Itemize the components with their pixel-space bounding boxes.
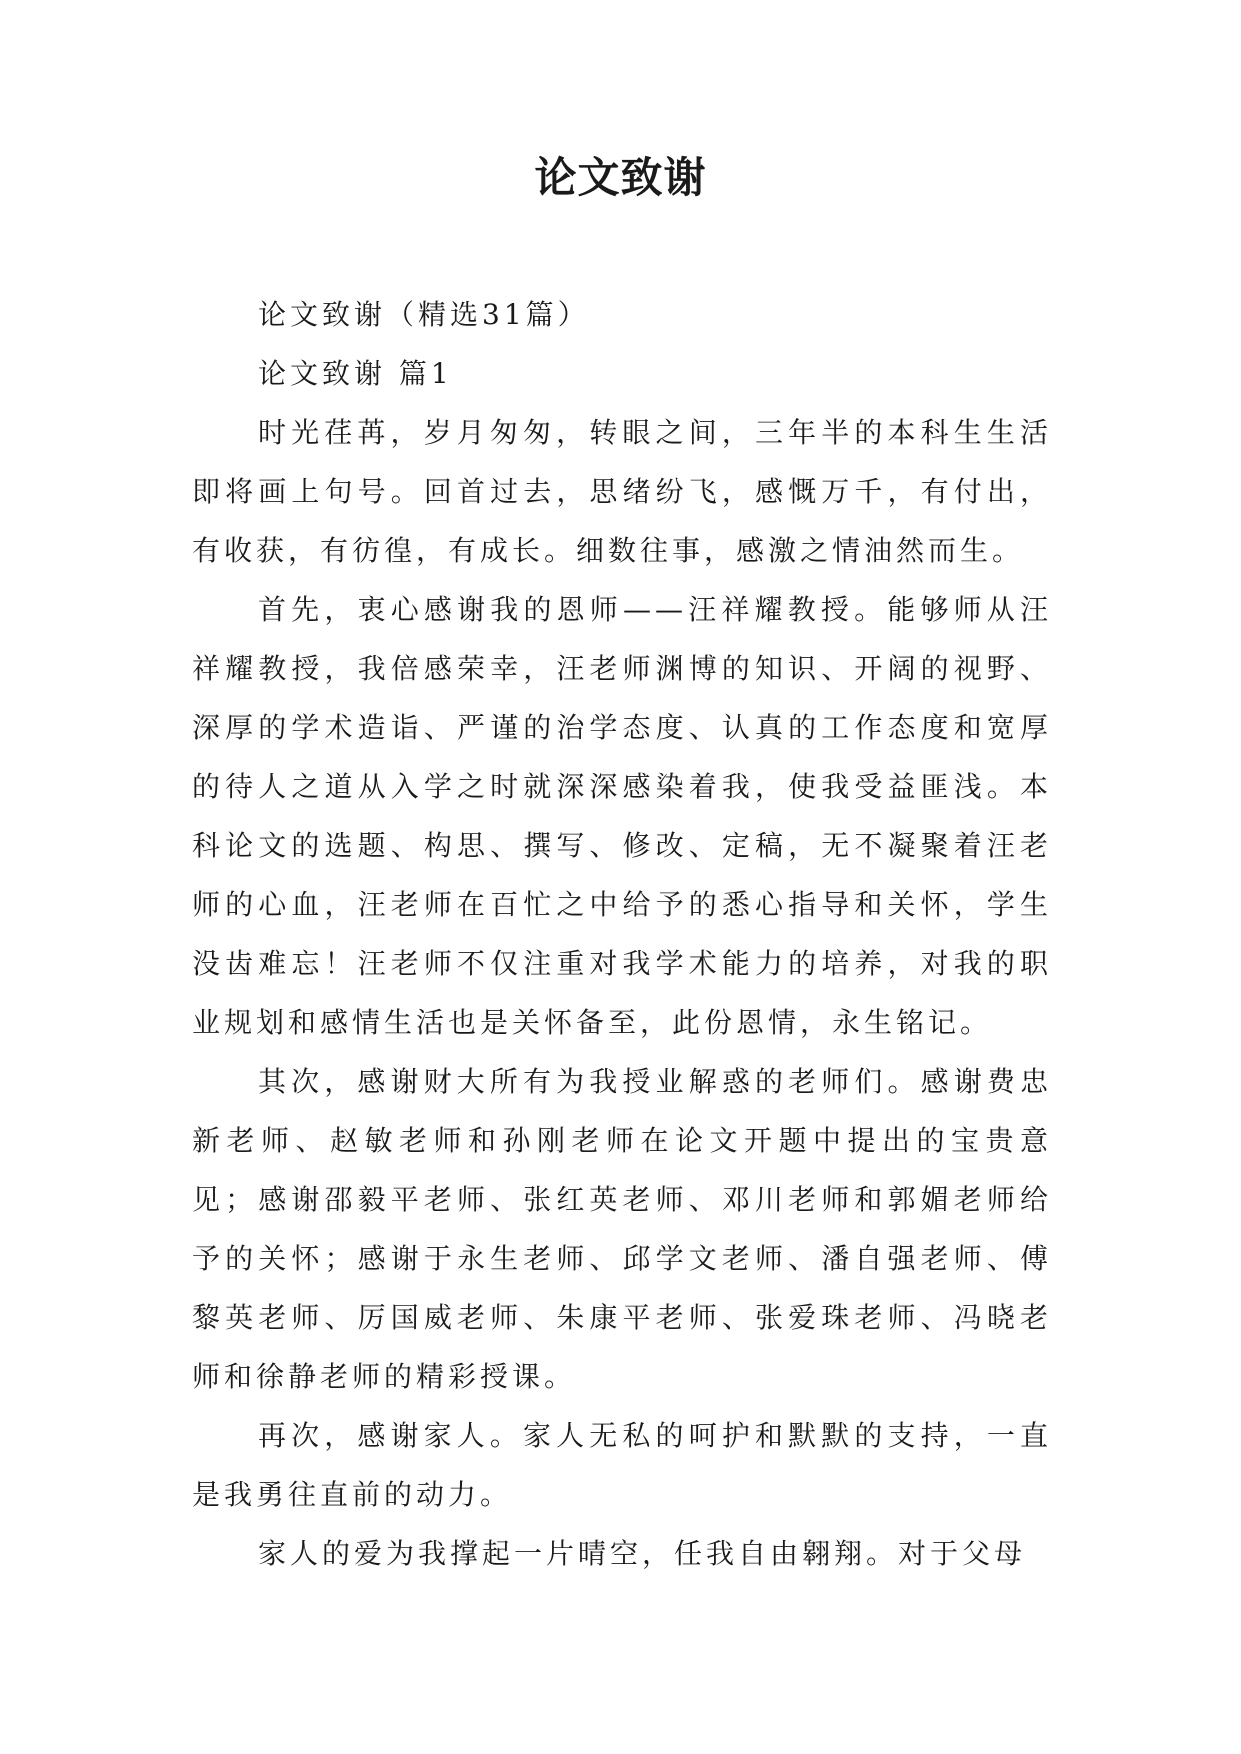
paragraph-section-heading: 论文致谢 篇1 xyxy=(258,357,453,390)
document-body xyxy=(192,285,1052,1583)
document-title: 论文致谢 xyxy=(534,153,707,202)
paragraph: 其次，感谢财大所有为我授业解惑的老师们。感谢费忠新老师、赵敏老师和孙刚老师在论文开题中提出的宝贵意见；感谢邵毅平老师、张红英老师、邓川老师和郭媚老师给予的关怀；感谢于永生老师、邱学文老师、潘自强老师、傅黎英老师、厉国威老师、朱康平老师、张爱珠老师、冯晓老师和徐静老师的精彩授课。 xyxy=(192,1065,1052,1393)
paragraph: 家人的爱为我撑起一片晴空，任我自由翱翔。对于父母 xyxy=(258,1537,1027,1570)
paragraph: 再次，感谢家人。家人无私的呵护和默默的支持，一直是我勇往直前的动力。 xyxy=(192,1419,1052,1511)
paragraph: 时光荏苒，岁月匆匆，转眼之间，三年半的本科生生活即将画上句号。回首过去，思绪纷飞，感慨万千，有付出，有收获，有彷徨，有成长。细数往事，感激之情油然而生。 xyxy=(192,416,1052,567)
paragraph: 首先，衷心感谢我的恩师——汪祥耀教授。能够师从汪祥耀教授，我倍感荣幸，汪老师渊博的知识、开阔的视野、深厚的学术造诣、严谨的治学态度、认真的工作态度和宽厚的待人之道从入学之时就深深感染着我，使我受益匪浅。本科论文的选题、构思、撰写、修改、定稿，无不凝聚着汪老师的心血，汪老师在百忙之中给予的悉心指导和关怀，学生没齿难忘！汪老师不仅注重对我学术能力的培养，对我的职业规划和感情生活也是关怀备至，此份恩情，永生铭记。 xyxy=(192,593,1052,1039)
paragraph-subtitle: 论文致谢（精选31篇） xyxy=(258,298,590,331)
